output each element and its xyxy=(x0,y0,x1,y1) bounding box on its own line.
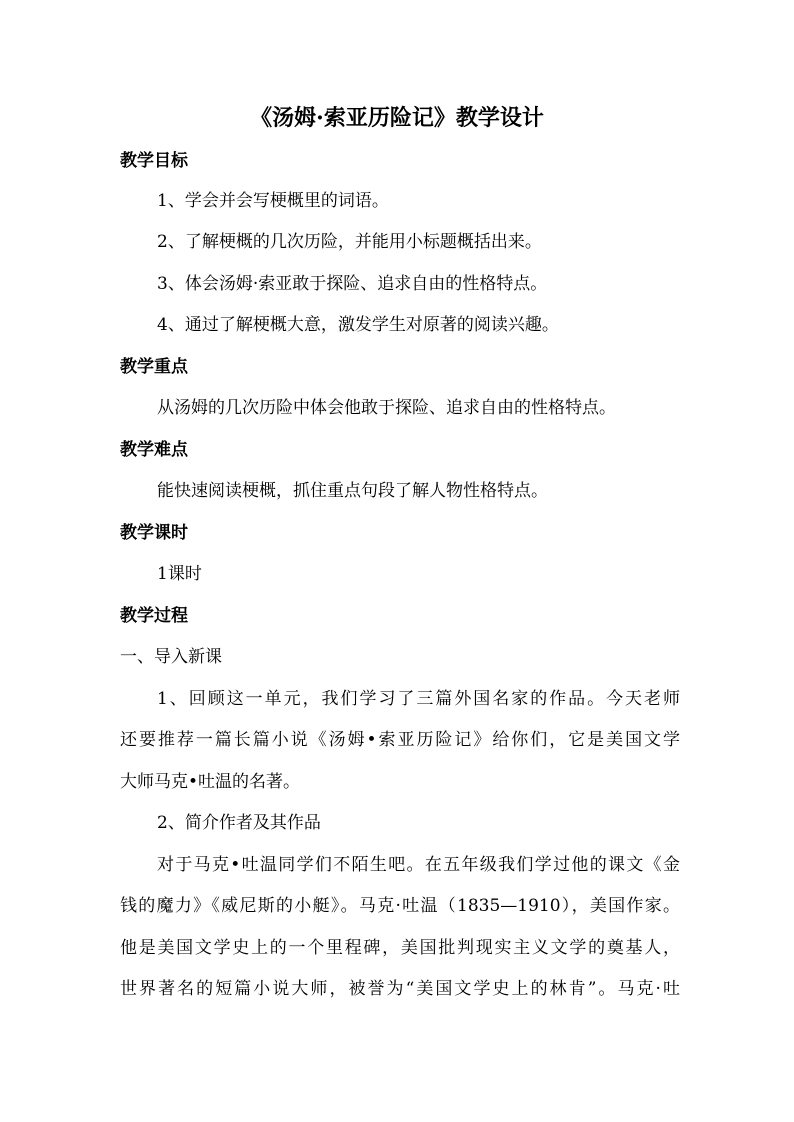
step1-line-1: 1、回顾这一单元，我们学习了三篇外国名家的作品。今天老师 xyxy=(157,689,680,709)
objective-item-2: 2、了解梗概的几次历险，并能用小标题概括出来。 xyxy=(157,232,542,252)
step2-line-4: 世界著名的短篇小说大师，被誉为“美国文学史上的林肯”。马克·吐 xyxy=(120,979,680,999)
document-title: 《汤姆·索亚历险记》教学设计 xyxy=(250,105,544,131)
difficulties-text: 能快速阅读梗概，抓住重点句段了解人物性格特点。 xyxy=(157,481,548,501)
step2-line-3: 他是美国文学史上的一个里程碑，美国批判现实主义文学的奠基人， xyxy=(120,938,680,958)
step1-line-2: 还要推荐一篇长篇小说《汤姆•索亚历险记》给你们，它是美国文学 xyxy=(120,730,680,750)
hours-heading: 教学课时 xyxy=(120,523,188,543)
step2-line-1: 对于马克•吐温同学们不陌生吧。在五年级我们学过他的课文《金 xyxy=(157,855,680,875)
process-part1-title: 一、导入新课 xyxy=(120,647,222,667)
objective-item-4: 4、通过了解梗概大意，激发学生对原著的阅读兴趣。 xyxy=(157,315,559,335)
objective-item-1: 1、学会并会写梗概里的词语。 xyxy=(157,191,389,211)
objectives-heading: 教学目标 xyxy=(120,151,188,171)
key-points-text: 从汤姆的几次历险中体会他敢于探险、追求自由的性格特点。 xyxy=(157,398,616,418)
objective-item-3: 3、体会汤姆·索亚敢于探险、追求自由的性格特点。 xyxy=(157,274,548,294)
process-heading: 教学过程 xyxy=(120,606,188,626)
hours-text: 1课时 xyxy=(157,564,202,584)
step2-line-2: 钱的魔力》《威尼斯的小艇》。马克·吐温（1835—1910），美国作家。 xyxy=(120,896,680,916)
step2-title: 2、简介作者及其作品 xyxy=(157,813,321,833)
key-points-heading: 教学重点 xyxy=(120,357,188,377)
step1-line-3: 大师马克•吐温的名著。 xyxy=(120,772,301,792)
difficulties-heading: 教学难点 xyxy=(120,440,188,460)
